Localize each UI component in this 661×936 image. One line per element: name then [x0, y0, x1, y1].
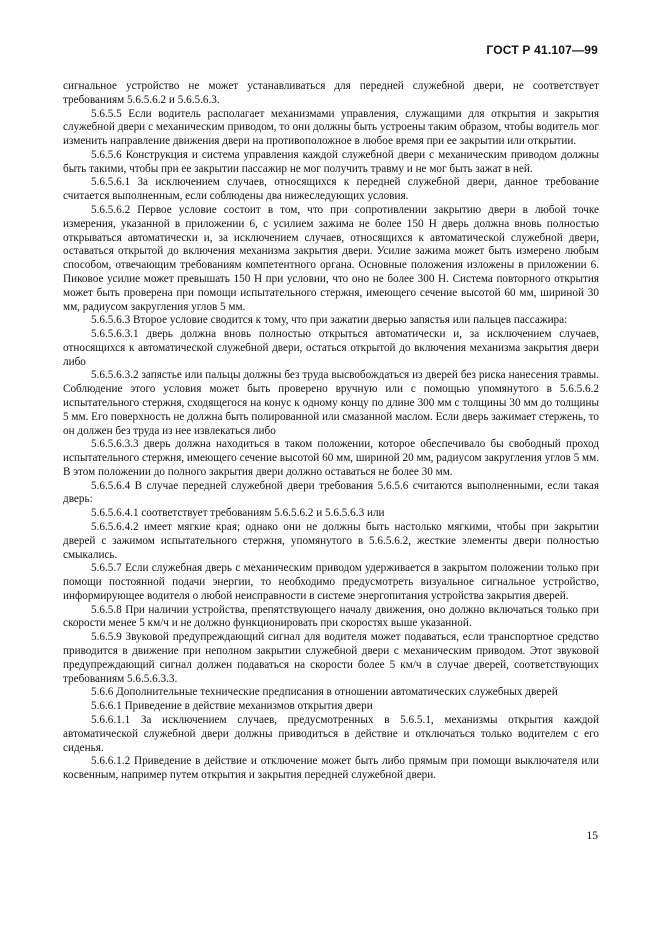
document-body — [63, 80, 599, 783]
paragraph: 5.6.5.9 Звуковой предупреждающий сигнал для водителя может подаваться, если транспортное средство приводится в движение при неполном закрытии служебной двери с механическим приводом. Этот звуковой предупреждающий сигнал должен подаваться на скорости более 5 км/ч в случае дверей, соответствующих требованиям 5.6.5.6.3.3. — [63, 631, 599, 685]
paragraph: 5.6.5.7 Если служебная дверь с механическим приводом удерживается в закрытом положении только при помощи постоянной подачи энергии, то необходимо предусмотреть визуальное сигнальное устройство, информирующее водителя о любой неисправности в системе энергопитания устройства закрытия дверей. — [63, 562, 599, 602]
page-number: 15 — [586, 830, 598, 842]
paragraph: 5.6.6.1.1 За исключением случаев, предусмотренных в 5.6.5.1, механизмы открытия каждой автоматической служебной двери должны приводиться в действие и отключаться только водителем с его сиденья. — [63, 713, 599, 754]
paragraph: 5.6.5.6.4.2 имеет мягкие края; однако они не должны быть настолько мягкими, чтобы при закрытии дверей с зажимом испытательного стержня, упомянутого в 5.6.5.6.2, жесткие элементы двери полностью смыкались. — [63, 521, 599, 561]
paragraph: 5.6.5.6.1 За исключением случаев, относящихся к передней служебной двери, данное требование считается выполненным, если соблюдены два нижеследующих условия. — [63, 176, 599, 203]
paragraph: сигнальное устройство не может устанавливаться для передней служебной двери, не соответствует требованиям 5.6.5.6.2 и 5.6.5.6.3. — [63, 80, 599, 106]
paragraph: 5.6.5.6.3 Второе условие сводится к тому, что при зажатии дверью запястья или пальцев пассажира: — [91, 314, 568, 327]
paragraph: 5.6.5.6.4 В случае передней служебной двери требования 5.6.5.6 считаются выполненными, если такая дверь: — [63, 479, 599, 506]
paragraph: 5.6.5.6.3.1 дверь должна вновь полностью открыться автоматически и, за исключением случаев, относящихся к автоматической служебной двери, остаться открытой до включения механизма закрытия двери либо — [63, 328, 599, 368]
paragraph: 5.6.6.1.2 Приведение в действие и отключение может быть либо прямым при помощи выключателя или косвенным, например путем открытия и закрытия передней служебной двери. — [63, 755, 599, 782]
paragraph: 5.6.5.6.2 Первое условие состоит в том, что при сопротивлении закрытию двери в любой точке измерения, указанной в приложении 6, с усилием зажима не более 150 Н дверь должна вновь полностью открываться автоматически и, за исключением случаев, относящихся к автоматической служебной двери, оставаться открытой до включения механизма закрытия двери. Усилие зажима может быть измерено любым способом, отвечающим требованиям компетентного органа. Основные положения изложены в приложении 6. Пиковое усилие может превышать 150 Н при условии, что оно не более 300 Н. Система повторного открытия может быть проверена при помощи испытательного стержня, имеющего сечение высотой 60 мм, шириной 30 мм, радиусом закругления углов 5 мм. — [63, 204, 599, 313]
paragraph: 5.6.5.6 Конструкция и система управления каждой служебной двери с механическим приводом должны быть такими, чтобы при ее закрытии пассажир не мог получить травму и не мог быть зажат в ней. — [63, 148, 599, 175]
document-header-standard-number: ГОСТ Р 41.107—99 — [486, 43, 598, 57]
paragraph: 5.6.5.6.3.2 запястье или пальцы должны без труда высвобождаться из дверей без риска нанесения травмы. Соблюдение этого условия может быть проверено вручную или с помощью упомянутого в 5.6.5.6.2 испытательного стержня, сходящегося на конус к одному концу по длине 300 мм с толщины 30 мм до толщины 5 мм. Его поверхность не должна быть полированной или смазанной маслом. Если дверь зажимает стержень, то он должен без труда из нее извлекаться либо — [63, 369, 599, 437]
paragraph: 5.6.5.6.4.1 соответствует требованиям 5.6.5.6.2 и 5.6.5.6.3 или — [91, 507, 385, 520]
paragraph: 5.6.6.1 Приведение в действие механизмов открытия двери — [91, 700, 373, 713]
paragraph: 5.6.5.5 Если водитель располагает механизмами управления, служащими для открытия и закрытия служебной двери с механическим приводом, то они должны быть устроены таким образом, чтобы водитель мог изменить направление движения двери на противоположное в любое время при ее закрытии или открытии. — [63, 107, 599, 148]
paragraph: 5.6.5.6.3.3 дверь должна находиться в таком положении, которое обеспечивало бы свободный проход испытательного стержня, имеющего сечение высотой 60 мм, шириной 20 мм, радиусом закругления углов 5 мм. В этом положении до полного закрытия двери должно оставаться не более 30 мм. — [63, 438, 599, 478]
paragraph: 5.6.6 Дополнительные технические предписания в отношении автоматических служебных дверей — [91, 686, 558, 699]
paragraph: 5.6.5.8 При наличии устройства, препятствующего началу движения, оно должно включаться только при скорости менее 5 км/ч и не должно функционировать при скоростях выше указанной. — [63, 603, 599, 630]
